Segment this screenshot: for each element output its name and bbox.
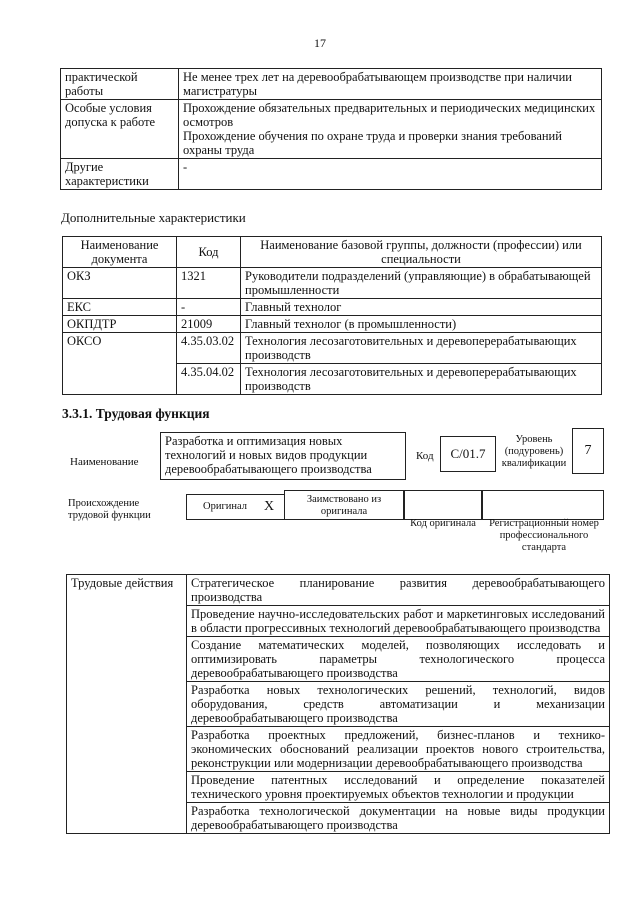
qualification-level-label: Уровень (подуровень) квалификации — [501, 434, 567, 469]
code-cell: - — [177, 299, 241, 316]
function-code-box: C/01.7 — [440, 436, 496, 472]
code-cell: 4.35.03.02 — [177, 333, 241, 364]
labor-action-item: Проведение научно-исследовательских работ и маркетинговых исследований в области прогрессивных технологий деревообрабатывающего производства — [187, 606, 610, 637]
table-row — [63, 333, 602, 364]
origin-label: Происхождение трудовой функции — [68, 498, 151, 521]
table-row — [61, 159, 602, 190]
borrowed-label: Заимствовано из оригинала — [284, 490, 404, 520]
row-label: Другие характеристики — [61, 159, 179, 190]
document-cell: ОКСО — [63, 333, 177, 395]
additional-characteristics-table — [62, 236, 602, 395]
name-cell: Технология лесозаготовительных и деревоперерабатывающих производств — [241, 333, 602, 364]
column-header-code: Код — [177, 237, 241, 268]
original-label: Оригинал — [186, 494, 264, 520]
original-mark: X — [264, 494, 284, 520]
code-cell: 4.35.04.02 — [177, 364, 241, 395]
code-label: Код — [416, 450, 434, 462]
table-row — [63, 299, 602, 316]
table-row — [63, 316, 602, 333]
document-cell: ЕКС — [63, 299, 177, 316]
qualification-requirements-table — [60, 68, 602, 190]
name-cell: Главный технолог — [241, 299, 602, 316]
row-label: Особые условия допуска к работе — [61, 100, 179, 159]
function-name-box: Разработка и оптимизация новых технологий и новых видов продукции деревообрабатывающего производства — [160, 432, 406, 480]
qualification-level-box: 7 — [572, 428, 604, 474]
row-value: - — [179, 159, 602, 190]
document-cell: ОКЗ — [63, 268, 177, 299]
labor-action-item: Разработка новых технологических решений, технологий, видов оборудования, средств автоматизации и механизации деревообрабатывающего производства — [187, 682, 610, 727]
table-row — [67, 575, 610, 606]
name-label: Наименование — [70, 456, 139, 468]
table-row — [63, 268, 602, 299]
column-header-document: Наименование документа — [63, 237, 177, 268]
name-cell: Руководители подразделений (управляющие) в обрабатывающей промышленности — [241, 268, 602, 299]
reg-number-label: Регистрационный номер профессионального стандарта — [489, 518, 599, 553]
labor-action-item: Создание математических моделей, позволяющих исследовать и оптимизировать параметры технологического процесса деревообрабатывающего производства — [187, 637, 610, 682]
code-cell: 1321 — [177, 268, 241, 299]
labor-action-item: Проведение патентных исследований и определение показателей технического уровня проектируемых объектов технологии и продукции — [187, 772, 610, 803]
labor-actions-table — [66, 574, 610, 834]
row-value: Прохождение обязательных предварительных и периодических медицинских осмотров Прохождение обучения по охране труда и проверки знания требований охраны труда — [179, 100, 602, 159]
code-original-box — [404, 490, 482, 520]
labor-action-item: Разработка проектных предложений, бизнес-планов и технико-экономических обоснований реализации проектов нового строительства, реконструкции или модернизации деревообрабатывающего производства — [187, 727, 610, 772]
labor-action-item: Стратегическое планирование развития деревообрабатывающего производства — [187, 575, 610, 606]
reg-number-box — [482, 490, 604, 520]
labor-action-item: Разработка технологической документации на новые виды продукции деревообрабатывающего производства — [187, 803, 610, 834]
table-header-row — [63, 237, 602, 268]
additional-characteristics-heading: Дополнительные характеристики — [61, 210, 246, 225]
row-value: Не менее трех лет на деревообрабатывающем производстве при наличии магистратуры — [179, 69, 602, 100]
code-cell: 21009 — [177, 316, 241, 333]
table-row — [61, 69, 602, 100]
name-cell: Главный технолог (в промышленности) — [241, 316, 602, 333]
column-header-name: Наименование базовой группы, должности (профессии) или специальности — [241, 237, 602, 268]
name-cell: Технология лесозаготовительных и деревоперерабатывающих производств — [241, 364, 602, 395]
document-cell: ОКПДТР — [63, 316, 177, 333]
labor-function-heading: 3.3.1. Трудовая функция — [62, 406, 210, 421]
row-label: практической работы — [61, 69, 179, 100]
labor-actions-label: Трудовые действия — [67, 575, 187, 834]
page-number: 17 — [314, 36, 326, 50]
code-original-label: Код оригинала — [410, 518, 476, 529]
table-row — [61, 100, 602, 159]
